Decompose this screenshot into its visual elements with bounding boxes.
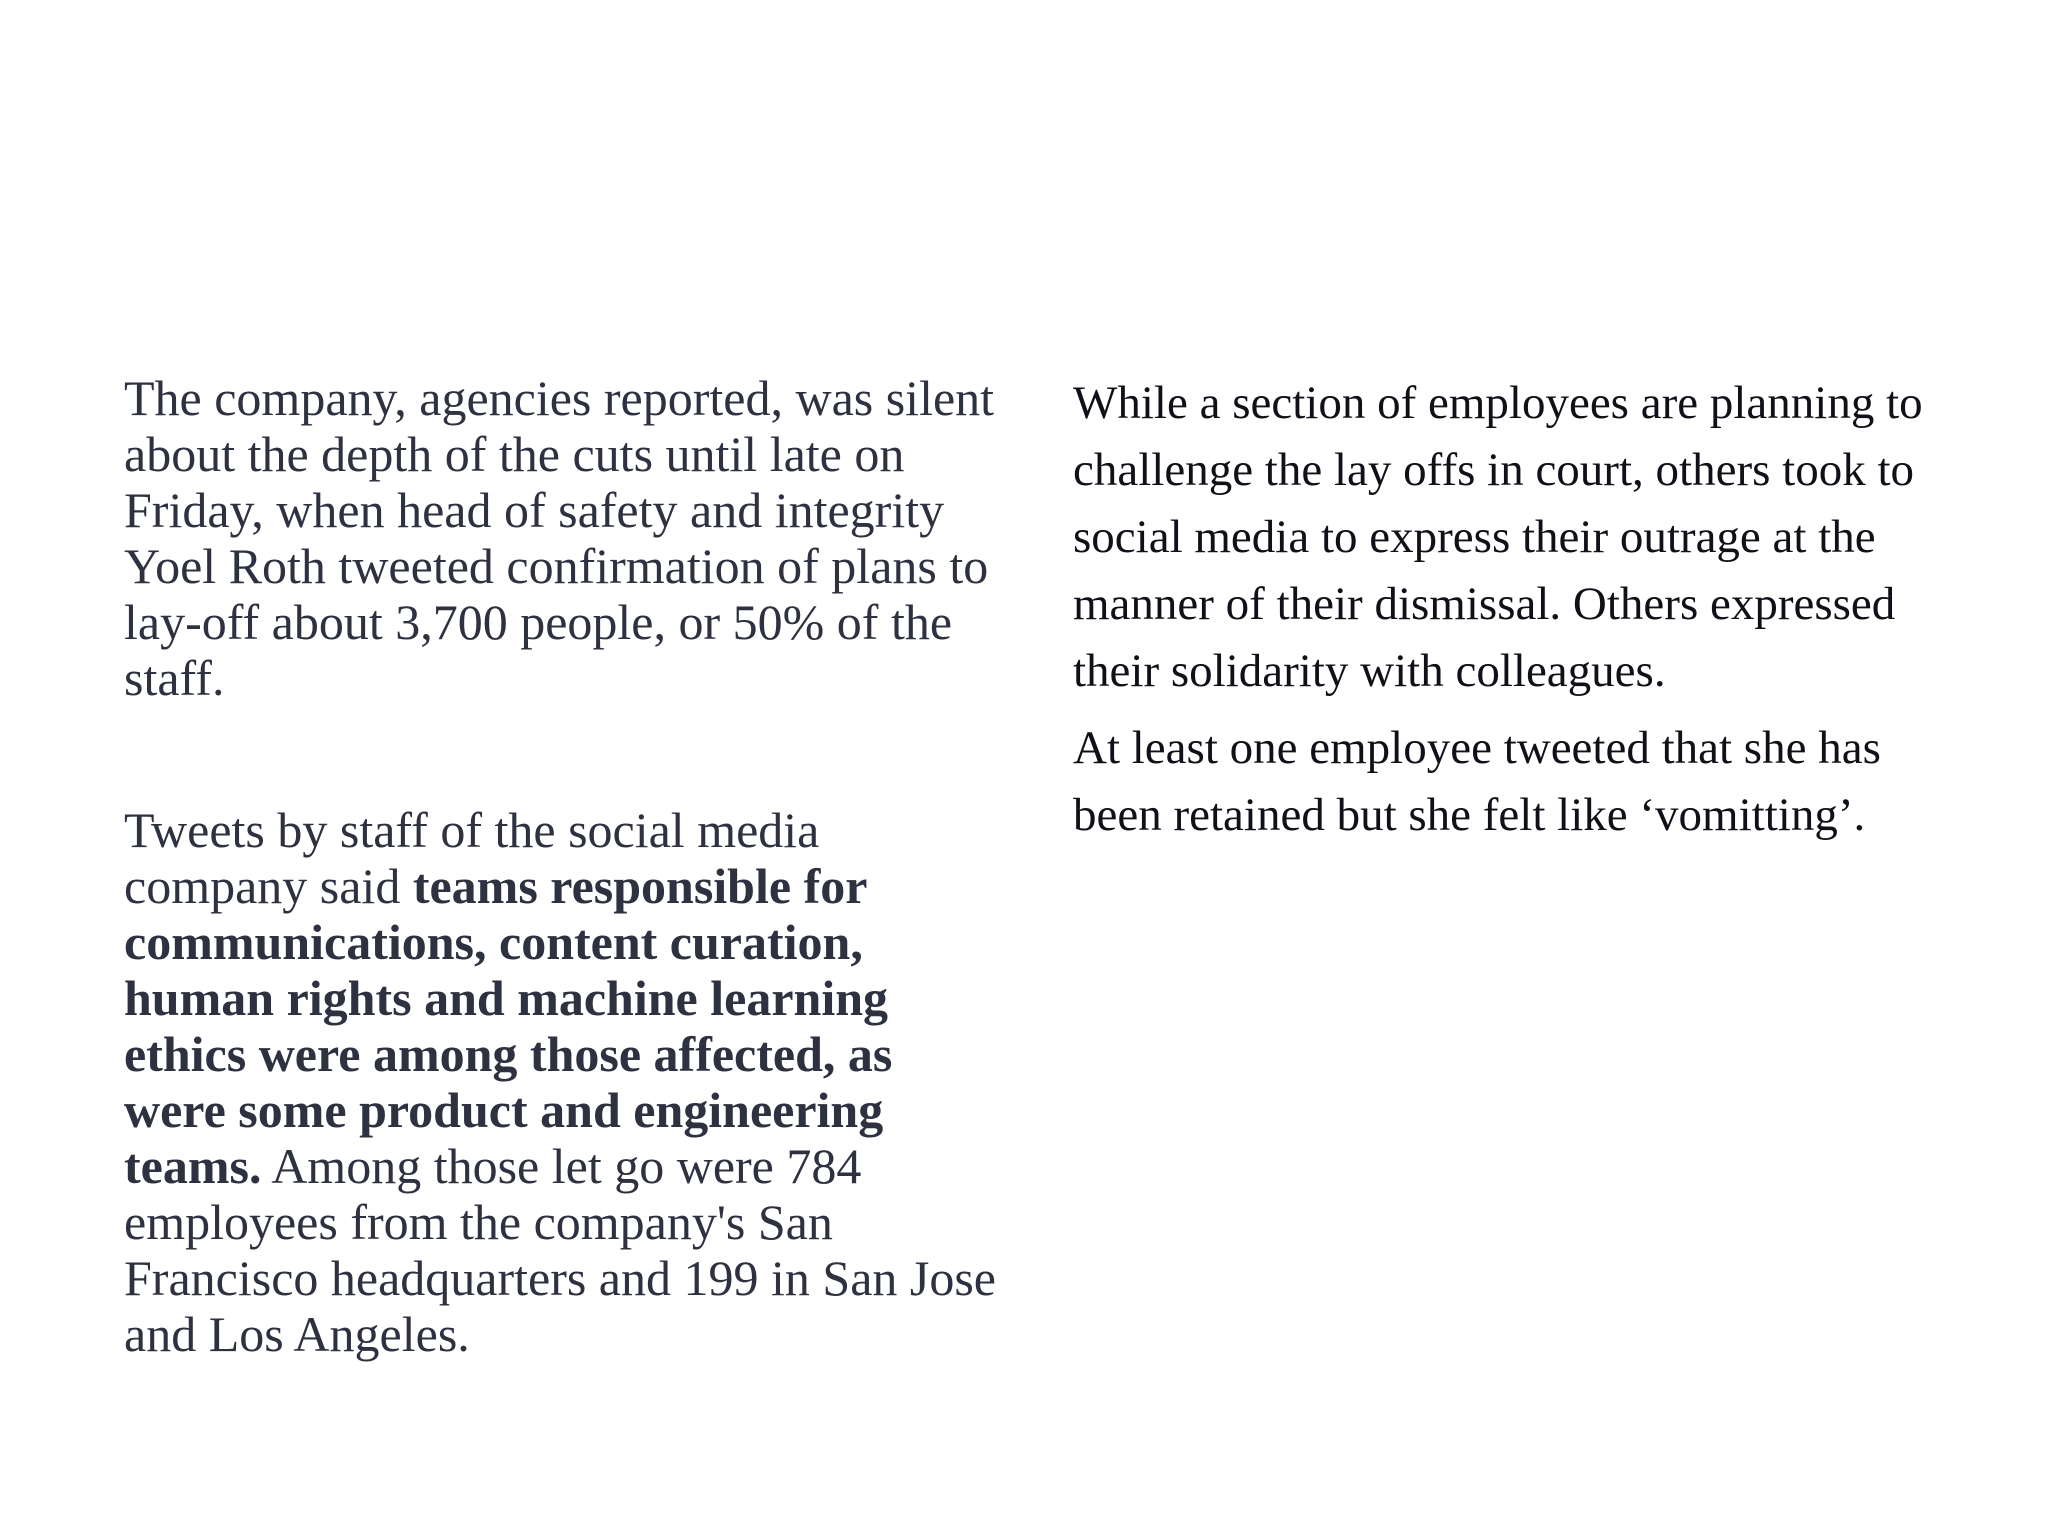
left-paragraph-2-rest: Among those let go were 784 employees from the company's San Francisco headquarters and 199 in San Jose and Los Angeles. [124,1138,996,1362]
left-text-column [124,370,1004,1362]
left-paragraph-2-intro: Tweets by staff of the social media company said [124,802,820,914]
left-paragraph-1: The company, agencies reported, was silent about the depth of the cuts until late on Friday, when head of safety and integrity Yoel Roth tweeted confirmation of plans to lay-off about 3,700 people, or 50% of the staff. [124,370,995,706]
left-paragraph-2-bold: teams responsible for communications, content curation, human rights and machine learning ethics were among those affected, as were some product and engineering teams. [124,858,893,1194]
right-paragraph-2: At least one employee tweeted that she has been retained but she felt like ‘vomitting’. [1073,722,1881,841]
right-paragraph-1: While a section of employees are planning to challenge the lay offs in court, others took to social media to express their outrage at the manner of their dismissal. Others expressed their solidarity with colleagues. [1073,377,1923,697]
right-text-column [1073,370,1973,849]
left-paragraph-2 [124,802,1004,1362]
